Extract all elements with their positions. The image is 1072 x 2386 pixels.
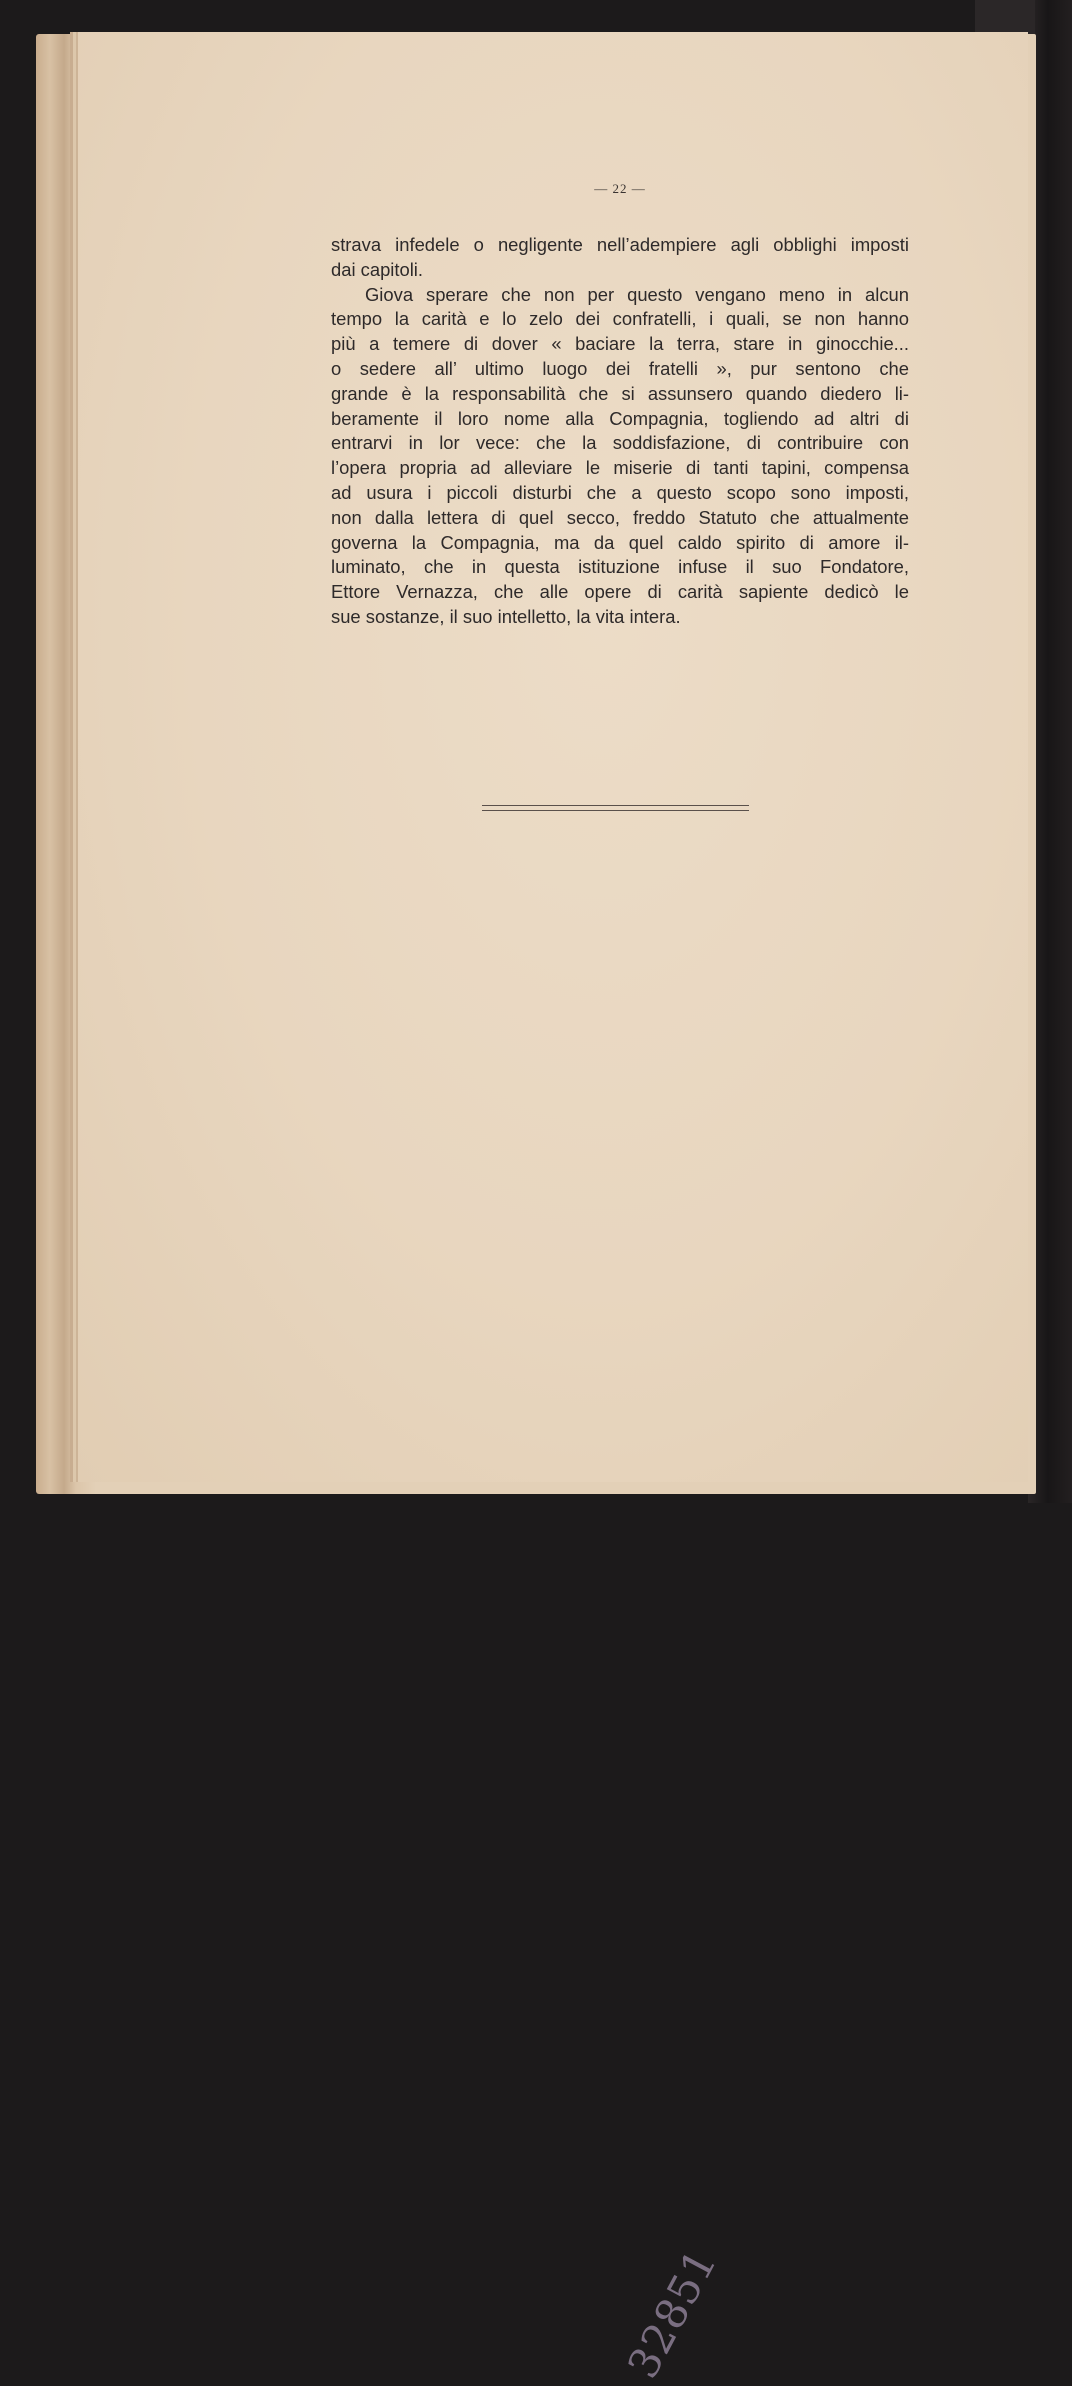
text-line: più a temere di dover « baciare la terra, stare in ginocchie... [331, 333, 909, 355]
text-line: governa la Compagnia, ma da quel caldo spirito di amore il- [331, 531, 909, 553]
text-line: sue sostanze, il suo intelletto, la vita intera. [331, 605, 681, 627]
inventory-stamp-anchor [312, 1225, 727, 2386]
text-line: Giova sperare che non per questo vengano meno in alcun [365, 283, 909, 305]
text-line: Ettore Vernazza, che alle opere di carità sapiente dedicò le [331, 581, 909, 603]
text-line: grande è la responsabilità che si assunsero quando diedero li- [331, 382, 909, 404]
text-line: l’opera propria ad alleviare le miserie di tanti tapini, compensa [331, 457, 909, 479]
text-line: dai capitoli. [331, 258, 424, 280]
text-line: strava infedele o negligente nell’adempiere agli obblighi imposti [331, 234, 909, 255]
text-line: tempo la carità e lo zelo dei confratelli, i quali, se non hanno [331, 308, 909, 330]
text-line: beramente il loro nome alla Compagnia, togliendo ad altri di [331, 407, 909, 429]
text-line: ad usura i piccoli disturbi che a questo scopo sono imposti, [331, 481, 909, 503]
text-line: non dalla lettera di quel secco, freddo Statuto che attualmente [331, 506, 909, 528]
page-number: — 22 — [594, 181, 646, 196]
text-line: entrarvi in lor vece: che la soddisfazione, di contribuire con [331, 432, 909, 454]
text-line: luminato, che in questa istituzione infuse il suo Fondatore, [331, 556, 909, 578]
body-text [331, 233, 909, 630]
text-line: o sedere all’ ultimo luogo dei fratelli », pur sentono che [331, 357, 909, 379]
inventory-number-stamp: 32851 [618, 2240, 727, 2386]
double-rule-divider [482, 805, 749, 811]
